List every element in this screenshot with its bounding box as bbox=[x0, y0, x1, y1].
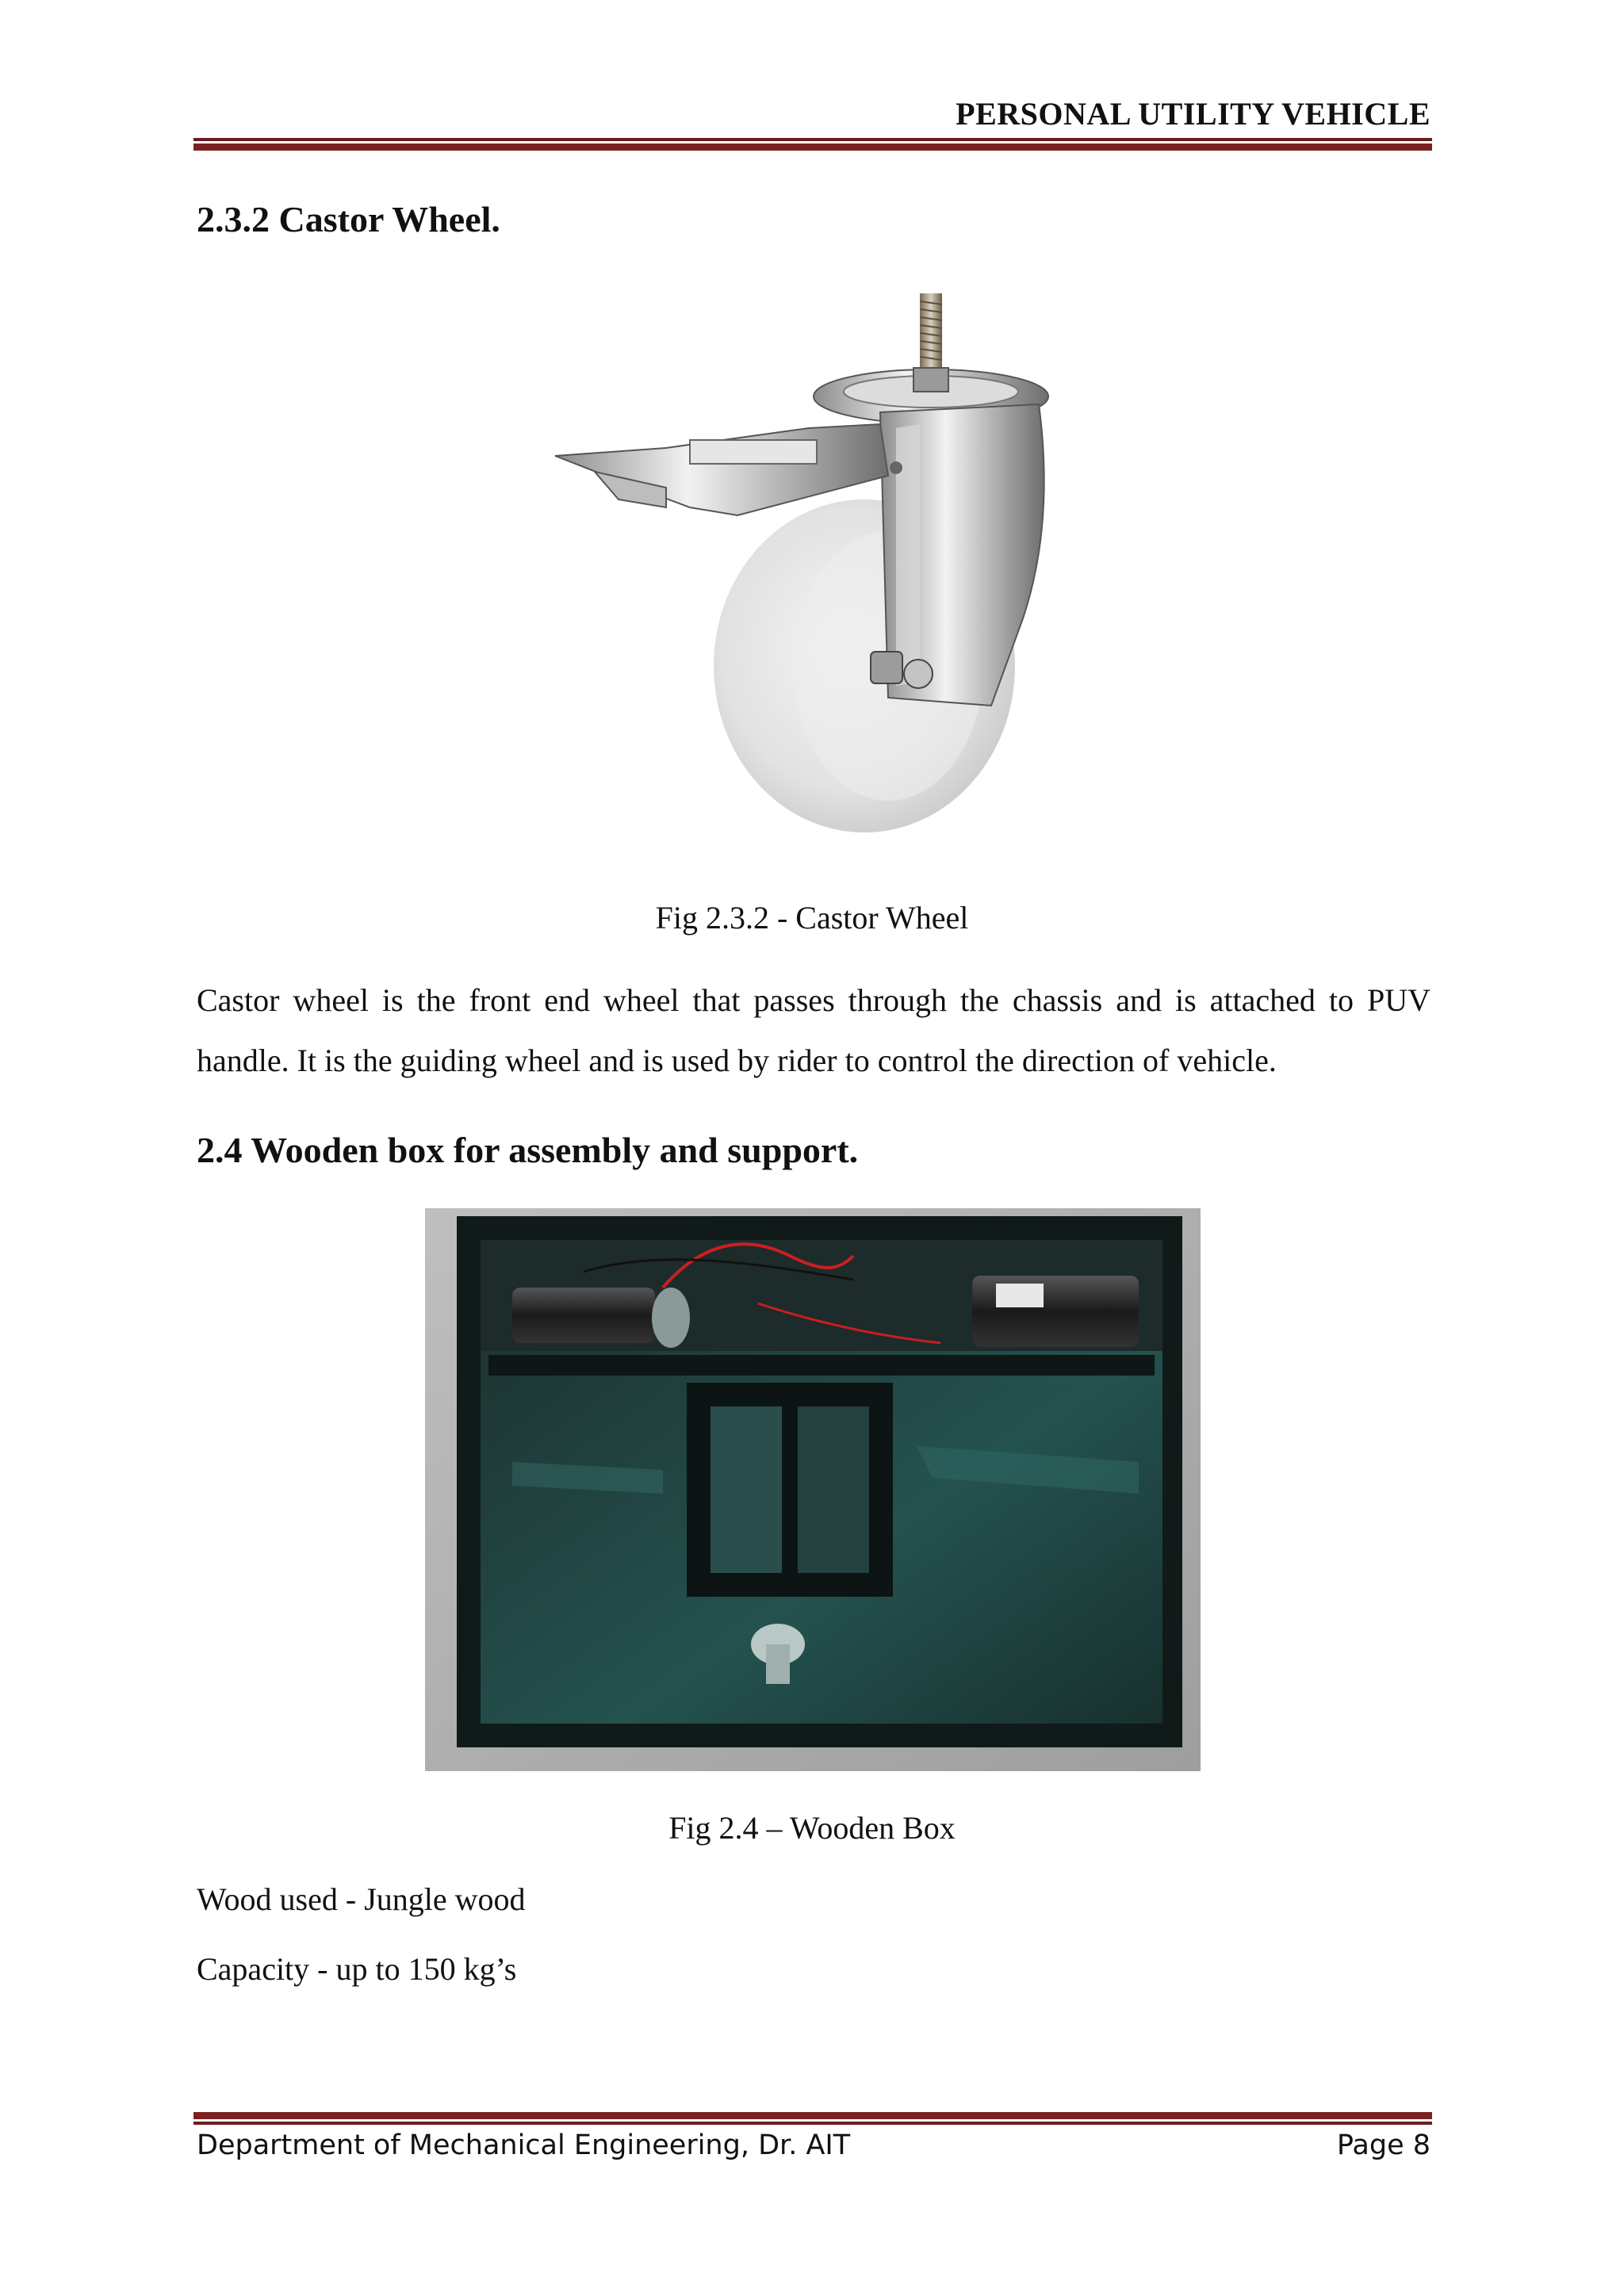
figure-caption-wooden-box: Fig 2.4 – Wooden Box bbox=[668, 1810, 956, 1846]
header-rule-thin bbox=[193, 138, 1432, 141]
castor-wheel-image bbox=[547, 285, 1071, 856]
wood-used-line: Wood used - Jungle wood bbox=[197, 1881, 526, 1917]
footer-rule-thin bbox=[193, 2122, 1432, 2125]
section-heading-wooden-box: 2.4 Wooden box for assembly and support. bbox=[197, 1130, 859, 1170]
wooden-box-photo bbox=[425, 1208, 1201, 1771]
castor-wheel-illustration bbox=[547, 285, 1071, 856]
section-heading-castor-wheel: 2.3.2 Castor Wheel. bbox=[197, 199, 500, 239]
footer-department: Department of Mechanical Engineering, Dr. AIT bbox=[197, 2130, 851, 2161]
capacity-line: Capacity - up to 150 kg’s bbox=[197, 1951, 517, 1987]
footer-rule-thick bbox=[193, 2112, 1432, 2119]
running-header-title: PERSONAL UTILITY VEHICLE bbox=[956, 96, 1431, 132]
header-rule-thick bbox=[193, 144, 1432, 151]
wooden-box-image bbox=[425, 1208, 1201, 1771]
footer-page-number: Page 8 bbox=[1336, 2130, 1431, 2161]
paragraph-castor-wheel-description: Castor wheel is the front end wheel that passes through the chassis and is attached to PUV handle. It is the guiding wheel and is used by rider to control the direction of vehicle. bbox=[197, 982, 1431, 1078]
figure-caption-castor-wheel: Fig 2.3.2 - Castor Wheel bbox=[655, 900, 969, 936]
